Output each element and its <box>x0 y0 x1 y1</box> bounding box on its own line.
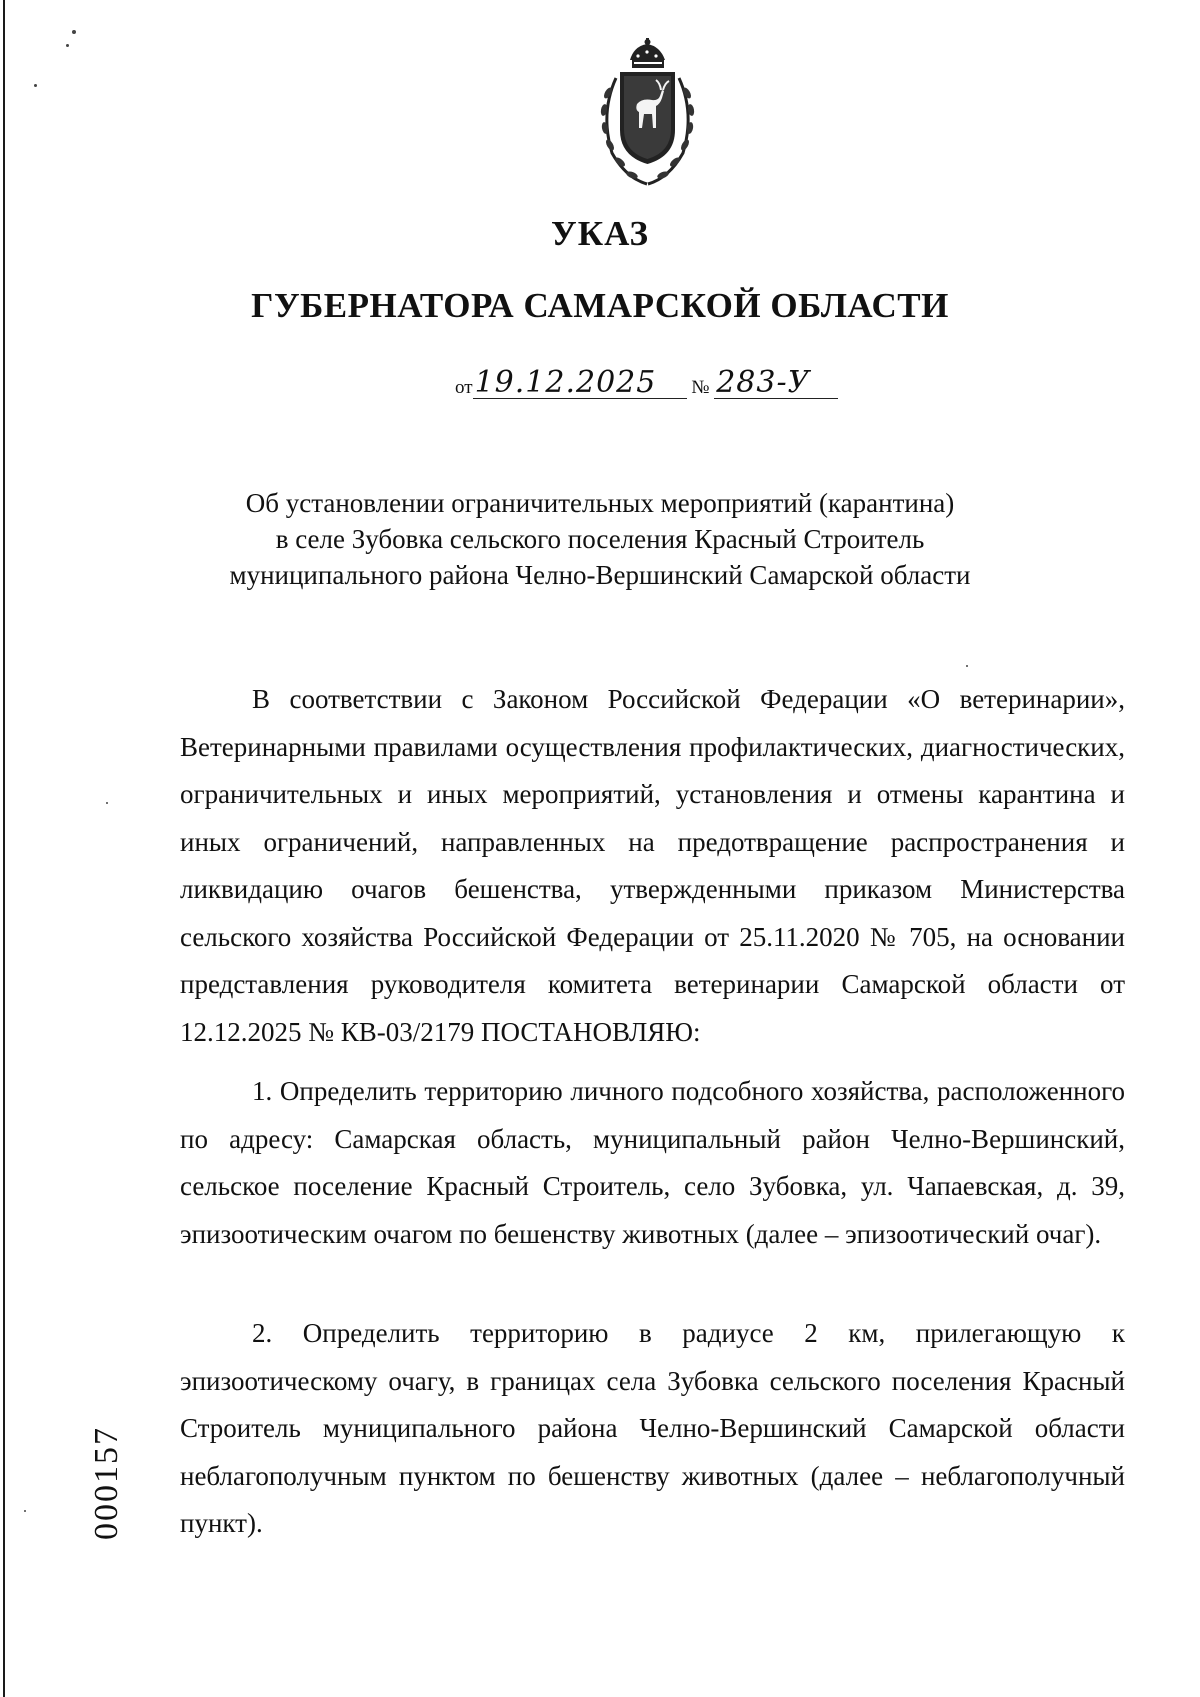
body-paragraph-item-1 <box>180 1068 1125 1258</box>
registry-stamp-number: 000157 <box>88 1426 125 1540</box>
body-paragraph-item-2 <box>180 1310 1125 1548</box>
date-label: от <box>455 377 473 398</box>
paragraph-text: 2. Определить территорию в радиусе 2 км, прилегающую к эпизоотическому очагу, в границах села Зубовка сельского поселения Красный Строитель муниципального района Челно-Вершинский Самарской области неблагополучным пунктом по бешенству животных (далее – неблагополучный пункт). <box>180 1318 1125 1538</box>
number-label: № <box>691 377 710 398</box>
subject-line: муниципального района Челно-Вершинский Самарской области <box>229 560 971 590</box>
dateline <box>455 365 838 400</box>
scan-speck <box>966 665 968 667</box>
scan-speck <box>66 44 69 47</box>
paragraph-text: 1. Определить территорию личного подсобного хозяйства, расположенного по адресу: Самарская область, муниципальный район Челно-Вершинский, сельское поселение Красный Строитель, село Зубовка, ул. Чапаевская, д. 39, эпизоотическим очагом по бешенству животных (далее – эпизоотический очаг). <box>180 1076 1125 1249</box>
document-subject <box>0 485 1200 593</box>
scan-speck <box>34 84 37 87</box>
handwritten-number: 283-У <box>714 368 838 399</box>
scan-edge-line <box>3 0 5 1697</box>
subject-line: в селе Зубовка сельского поселения Красный Строитель <box>275 524 925 554</box>
coat-of-arms-icon <box>590 38 705 188</box>
subject-line: Об установлении ограничительных мероприятий (карантина) <box>245 488 955 518</box>
body-paragraph-preamble <box>180 676 1125 1056</box>
scan-speck <box>72 30 76 34</box>
handwritten-date: 19.12.2025 <box>473 368 687 399</box>
paragraph-text: В соответствии с Законом Российской Федерации «О ветеринарии», Ветеринарными правилами осуществления профилактических, диагностических, ограничительных и иных мероприятий, установления и отмены карантина и иных ограничений, направленных на предотвращение распространения и ликвидацию очагов бешенства, утвержденными приказом Министерства сельского хозяйства Российской Федерации от 25.11.2020 № 705, на основании представления руководителя комитета ветеринарии Самарской области от 12.12.2025 № КВ-03/2179 ПОСТАНОВЛЯЮ: <box>180 684 1125 1047</box>
scan-speck <box>24 1510 26 1512</box>
scan-speck <box>106 802 108 804</box>
document-title: УКАЗ <box>551 214 649 253</box>
document-subtitle: ГУБЕРНАТОРА САМАРСКОЙ ОБЛАСТИ <box>251 286 949 325</box>
